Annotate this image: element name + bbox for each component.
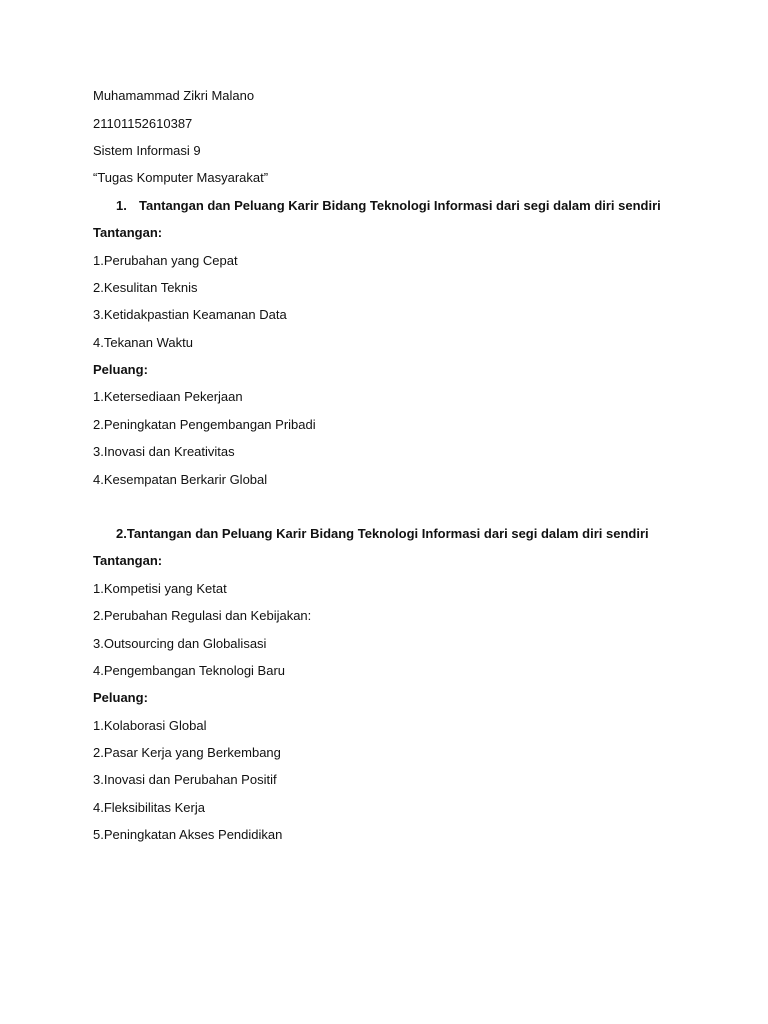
list-item: 4.Pengembangan Teknologi Baru xyxy=(93,663,286,678)
student-id: 21101152610387 xyxy=(93,116,193,131)
list-item: 3.Ketidakpastian Keamanan Data xyxy=(93,307,287,322)
section2-challenges-label: Tantangan: xyxy=(93,553,163,568)
list-item: 1.Perubahan yang Cepat xyxy=(93,253,238,268)
list-item: 1.Kompetisi yang Ketat xyxy=(93,581,227,596)
class-name: Sistem Informasi 9 xyxy=(93,143,201,158)
section1-opportunities-label: Peluang: xyxy=(93,362,148,377)
list-item: 1.Ketersediaan Pekerjaan xyxy=(93,389,243,404)
author-name: Muhamammad Zikri Malano xyxy=(93,88,255,103)
list-item: 3.Outsourcing dan Globalisasi xyxy=(93,636,267,651)
list-item: 5.Peningkatan Akses Pendidikan xyxy=(93,827,283,842)
list-item: 3.Inovasi dan Perubahan Positif xyxy=(93,772,277,787)
list-item: 4.Fleksibilitas Kerja xyxy=(93,800,205,815)
section2-opportunities-label: Peluang: xyxy=(93,690,148,705)
section1-number: 1. xyxy=(116,198,127,213)
list-item: 4.Tekanan Waktu xyxy=(93,335,193,350)
list-item: 2.Pasar Kerja yang Berkembang xyxy=(93,745,281,760)
list-item: 1.Kolaborasi Global xyxy=(93,718,207,733)
assignment-title: “Tugas Komputer Masyarakat” xyxy=(93,170,269,185)
list-item: 4.Kesempatan Berkarir Global xyxy=(93,472,268,487)
list-item: 3.Inovasi dan Kreativitas xyxy=(93,444,235,459)
section1-heading: Tantangan dan Peluang Karir Bidang Teknologi Informasi dari segi dalam diri sendiri xyxy=(139,198,661,213)
section1-challenges-label: Tantangan: xyxy=(93,225,163,240)
list-item: 2.Kesulitan Teknis xyxy=(93,280,198,295)
list-item: 2.Perubahan Regulasi dan Kebijakan: xyxy=(93,608,312,623)
list-item: 2.Peningkatan Pengembangan Pribadi xyxy=(93,417,316,432)
section2-heading: 2.Tantangan dan Peluang Karir Bidang Teknologi Informasi dari segi dalam diri sendiri xyxy=(116,526,649,541)
